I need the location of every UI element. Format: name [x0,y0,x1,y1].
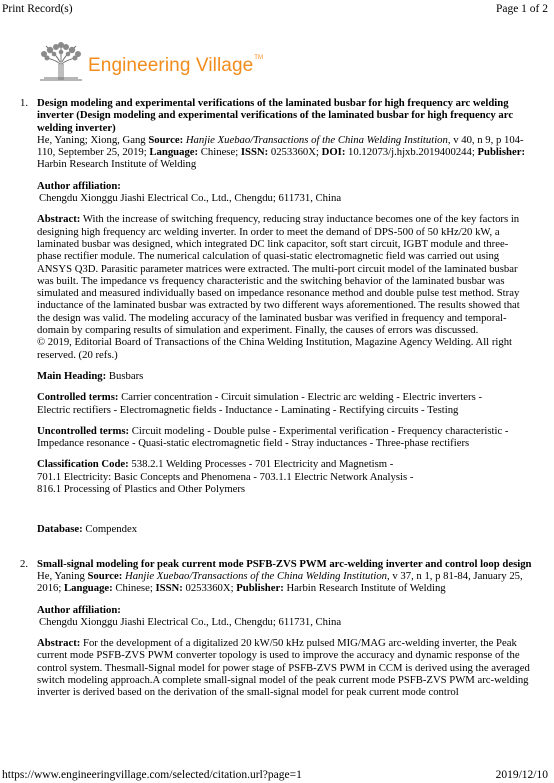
record-issn: 0253360X; [185,582,234,595]
print-header-title: Print Record(s) [2,3,73,15]
record-authors: He, Yaning [37,569,85,582]
term-item: 816.1 Processing of Plastics and Other Polymers [37,483,246,496]
record-item [0,558,554,699]
author-affiliation-section [37,180,532,205]
record-source-details: , v 37, n 1, p 81-84, January 25, 2016; [37,569,523,595]
affiliation-label: Author affiliation: [37,179,121,192]
term-item: Impedance resonance [37,437,130,450]
term-item: 701 Electricity and Magnetism [255,458,388,471]
engineering-village-logo [36,40,263,82]
term-item: Circuit simulation [221,391,299,404]
term-item: Inductance [225,403,273,416]
database-value: Compendex [85,523,138,536]
records-list [0,97,554,699]
controlled-terms-label: Controlled terms: [37,391,119,404]
term-item: Electromagnetic fields [119,403,217,416]
record-citation [37,570,532,595]
record-language: Chinese; [200,146,239,159]
record-issn: 0253360X; [270,146,319,159]
term-item: Double pulse [213,424,271,437]
classification-code-list: 538.2.1 Welding Processes - 701 Electricity and Magnetism - 701.1 Electricity: Basic Concepts and Phenomena - 703.1.1 Electric Network Analysis - 816.1 Processing of Plastics and Other Polymers [37,458,414,496]
footer-url: https://www.engineeringvillage.com/selected/citation.url?page=1 [2,769,302,781]
term-item: Stray inductances [291,437,367,450]
record-language: Chinese; [115,582,153,595]
database-section [37,523,532,535]
term-item: Electric arc welding [307,391,394,404]
affiliation-text: Chengdu Xionggu Jiashi Electrical Co., Ltd., Chengdu; 611731, China [39,192,342,205]
footer-date: 2019/12/10 [495,769,548,781]
tree-logo-icon [36,42,86,82]
record-item [0,97,554,536]
abstract-section [37,213,532,361]
term-item: Electric rectifiers [37,403,111,416]
affiliation-label: Author affiliation: [37,603,121,616]
main-heading-value: Busbars [108,369,144,382]
record-source: Hanjie Xuebao/Transactions of the China Welding Institution [185,133,448,146]
author-affiliation-section [37,604,532,629]
doi-label: DOI: [321,146,346,159]
issn-label: ISSN: [240,146,269,159]
affiliation-text: Chengdu Xionggu Jiashi Electrical Co., Ltd., Chengdu; 611731, China [39,615,342,628]
language-label: Language: [64,582,113,595]
database-label: Database: [37,523,83,536]
source-label: Source: [87,569,123,582]
issn-label: ISSN: [155,582,183,595]
page-indicator: Page 1 of 2 [495,3,548,15]
controlled-terms-section [37,391,532,416]
logo-wordmark: Engineering Village™ [88,55,264,76]
record-authors: He, Yaning; Xiong, Gang [37,133,146,146]
term-item: 538.2.1 Welding Processes [131,458,247,471]
term-item: Laminating [280,403,331,416]
controlled-terms-list: Carrier concentration - Circuit simulation - Electric arc welding - Electric inverters - Electric rectifiers - Electromagnetic fields - Inductance - Laminating - Rectifying circuits - Testing [37,391,483,416]
main-heading-label: Main Heading: [37,369,107,382]
classification-code-label: Classification Code: [37,458,129,471]
uncontrolled-terms-label: Uncontrolled terms: [37,424,130,437]
publisher-label: Publisher: [477,146,526,159]
abstract-label: Abstract: [37,213,81,226]
record-number: 1. [20,97,29,109]
record-citation [37,134,532,171]
uncontrolled-terms-section [37,425,532,450]
abstract-label: Abstract: [37,637,81,650]
abstract-text: For the development of a digitalized 20 kW/50 kHz pulsed MIG/MAG arc-welding inverter, the Peak current mode PSFB-ZVS PWM converter topology is used to improve the accuracy and dynamic response of the control system. Thesmall-Signal model for power stage of PSFB-ZVS PWM in CCM is derived using the averaged switch modeling approach.A complete small-signal model of the peak current mode PSFB-ZVS PWM arc-welding inverter is derived based on the derivation of the small-signal model for peak current mode control [37,637,530,699]
term-item: Quasi-static electromagnetic field [138,437,283,450]
term-item: Carrier concentration [121,391,213,404]
term-item: Electric inverters [402,391,476,404]
copyright-text: © 2019, Editorial Board of Transactions of the China Welding Institution, Magazine Agency Welding. All right reserved. (20 refs.) [37,336,513,361]
term-item: Rectifying circuits [339,403,419,416]
main-heading-section [37,370,532,382]
record-publisher: Harbin Research Institute of Welding [37,158,197,171]
record-source-details: , v 40, n 9, p 104-110, September 25, 2019; [37,133,524,159]
classification-code-section [37,458,532,495]
term-item: Frequency characteristic [397,424,503,437]
term-item: Circuit modeling [131,424,205,437]
term-item: Testing [427,403,459,416]
uncontrolled-terms-list: Circuit modeling - Double pulse - Experimental verification - Frequency characteristic - Impedance resonance - Quasi-static electromagnetic field - Stray inductances - Three-phase rectifiers [37,424,509,450]
term-item: Three-phase rectifiers [375,437,470,450]
record-publisher: Harbin Research Institute of Welding [286,582,446,595]
publisher-label: Publisher: [236,582,284,595]
term-item: Experimental verification [279,424,389,437]
source-label: Source: [148,133,184,146]
abstract-section [37,637,532,698]
record-source: Hanjie Xuebao/Transactions of the China Welding Institution [124,569,388,582]
record-doi: 10.12073/j.hjxb.2019400244; [348,146,475,159]
record-title[interactable]: Small-signal modeling for peak current mode PSFB-ZVS PWM arc-welding inverter and control loop design [37,557,532,570]
abstract-text: With the increase of switching frequency, reducing stray inductance becomes one of the key factors in designing high frequency arc welding inverter. In order to meet the demand of DPS-500 of 50 kHz/20 kW, a laminated busbar was designed, which integrated DC link capacitor, soft start circuit, IGBT module and three-phase rectifier module. The numerical calculation of quasi-static electromagnetic field was carried out using ANSYS Q3D. Parasitic parameter matrices were extracted. The multi-port circuit model of the laminated busbar was built. The impedance vs frequency characteristic and the switching behavior of the laminated busbar was simulated and measured individually based on impedance resonance method and double pulse test method. Stray inductance of the laminated busbar was extracted by two different ways aforementioned. The results showed that the design was valid. The modeling accuracy of the laminated busbar was verified in frequency and temporal-domain by comparing results of simulation and experiment. Finally, the causes of errors was discussed. [37,213,520,337]
term-item: 701.1 Electricity: Basic Concepts and Phenomena [37,470,251,483]
term-item: 703.1.1 Electric Network Analysis [259,470,408,483]
record-number: 2. [20,557,29,570]
record-title[interactable]: Design modeling and experimental verifications of the laminated busbar for high frequency arc welding inverter (Design modeling and experimental verifications of the laminated busbar for high frequency arc welding inverter) [37,97,514,134]
language-label: Language: [149,146,199,159]
